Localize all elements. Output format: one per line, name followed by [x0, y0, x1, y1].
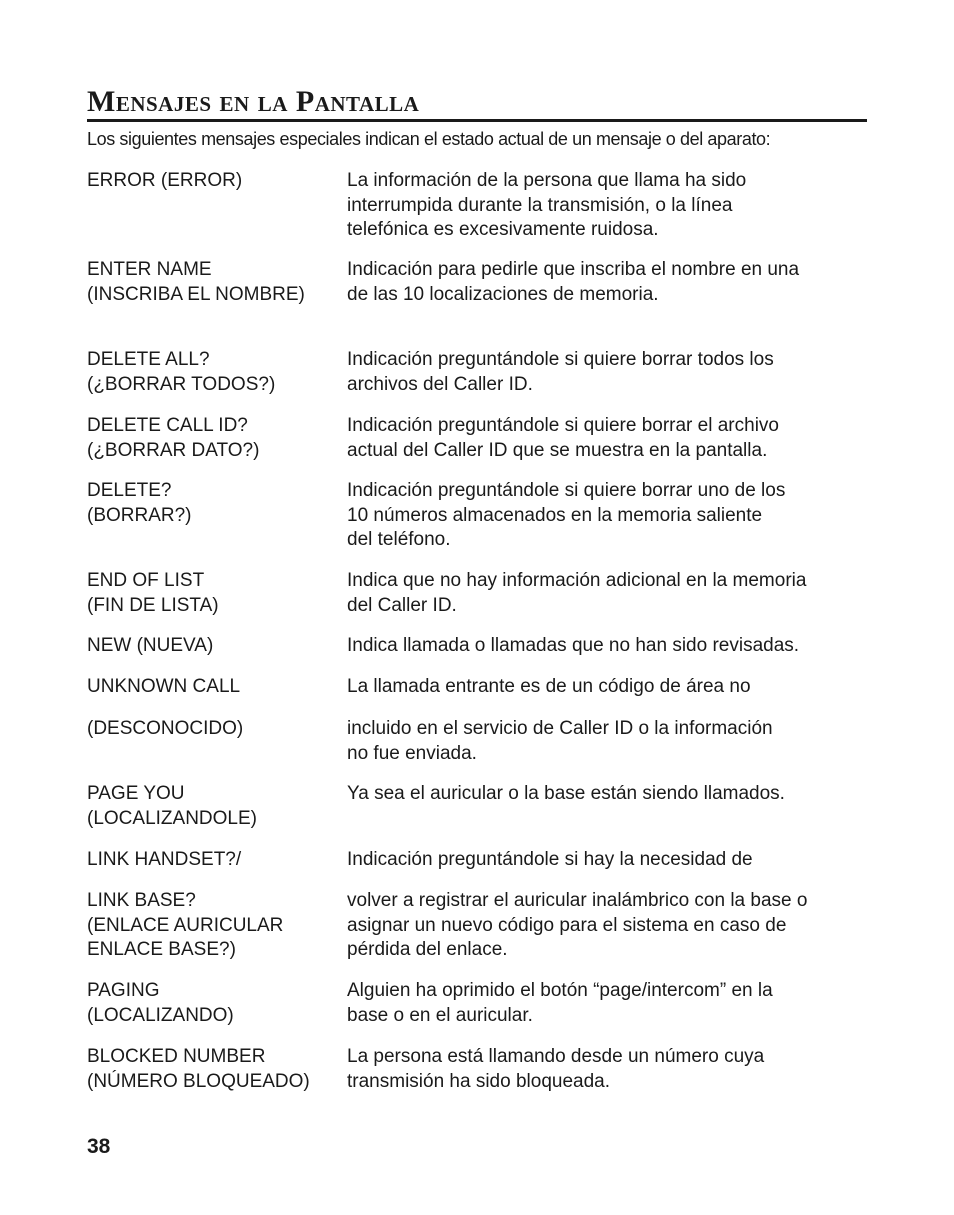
message-description: La información de la persona que llama ha sido interrumpida durante la transmisión, o la línea telefónica es excesivamente ruidosa. — [347, 170, 747, 240]
message-description: Ya sea el auricular o la base están siendo llamados. — [347, 783, 785, 804]
message-term: BLOCKED NUMBER (NÚMERO BLOQUEADO) — [87, 1046, 310, 1092]
message-description: incluido en el servicio de Caller ID o la información no fue enviada. — [347, 718, 773, 764]
message-description: Indicación preguntándole si quiere borrar todos los archivos del Caller ID. — [347, 349, 774, 395]
page-title: Mensajes en la Pantalla — [87, 85, 420, 118]
message-term: DELETE? (BORRAR?) — [87, 480, 192, 526]
message-term: ENTER NAME (INSCRIBA EL NOMBRE) — [87, 259, 305, 305]
message-term: END OF LIST (FIN DE LISTA) — [87, 570, 219, 616]
message-description: Alguien ha oprimido el botón “page/intercom” en la base o en el auricular. — [347, 980, 773, 1026]
message-description: volver a registrar el auricular inalámbrico con la base o asignar un nuevo código para el sistema en caso de pérdida del enlace. — [347, 890, 808, 960]
intro-text: Los siguientes mensajes especiales indican el estado actual de un mensaje o del aparato: — [87, 129, 771, 149]
message-description: La persona está llamando desde un número cuya transmisión ha sido bloqueada. — [347, 1046, 765, 1092]
message-description: Indica llamada o llamadas que no han sido revisadas. — [347, 635, 800, 656]
message-term: DELETE CALL ID? (¿BORRAR DATO?) — [87, 415, 260, 461]
message-term: PAGING (LOCALIZANDO) — [87, 980, 234, 1026]
message-term: PAGE YOU (LOCALIZANDOLE) — [87, 783, 257, 829]
message-term: UNKNOWN CALL — [87, 676, 241, 697]
message-description: Indicación preguntándole si quiere borrar uno de los 10 números almacenados en la memoria saliente del teléfono. — [347, 480, 786, 550]
message-description: Indica que no hay información adicional en la memoria del Caller ID. — [347, 570, 807, 616]
message-term: ERROR (ERROR) — [87, 170, 243, 191]
title-rule — [87, 119, 867, 122]
message-term: (DESCONOCIDO) — [87, 718, 244, 739]
message-description: Indicación preguntándole si quiere borrar el archivo actual del Caller ID que se muestra en la pantalla. — [347, 415, 779, 461]
message-term: NEW (NUEVA) — [87, 635, 214, 656]
message-description: La llamada entrante es de un código de área no — [347, 676, 751, 697]
message-description: Indicación para pedirle que inscriba el nombre en una de las 10 localizaciones de memoria. — [347, 259, 800, 305]
page-number: 38 — [87, 1135, 111, 1158]
message-term: LINK BASE? (ENLACE AURICULAR ENLACE BASE?) — [87, 890, 284, 960]
message-term: DELETE ALL? (¿BORRAR TODOS?) — [87, 349, 276, 395]
message-term: LINK HANDSET?/ — [87, 849, 242, 870]
message-description: Indicación preguntándole si hay la necesidad de — [347, 849, 753, 870]
